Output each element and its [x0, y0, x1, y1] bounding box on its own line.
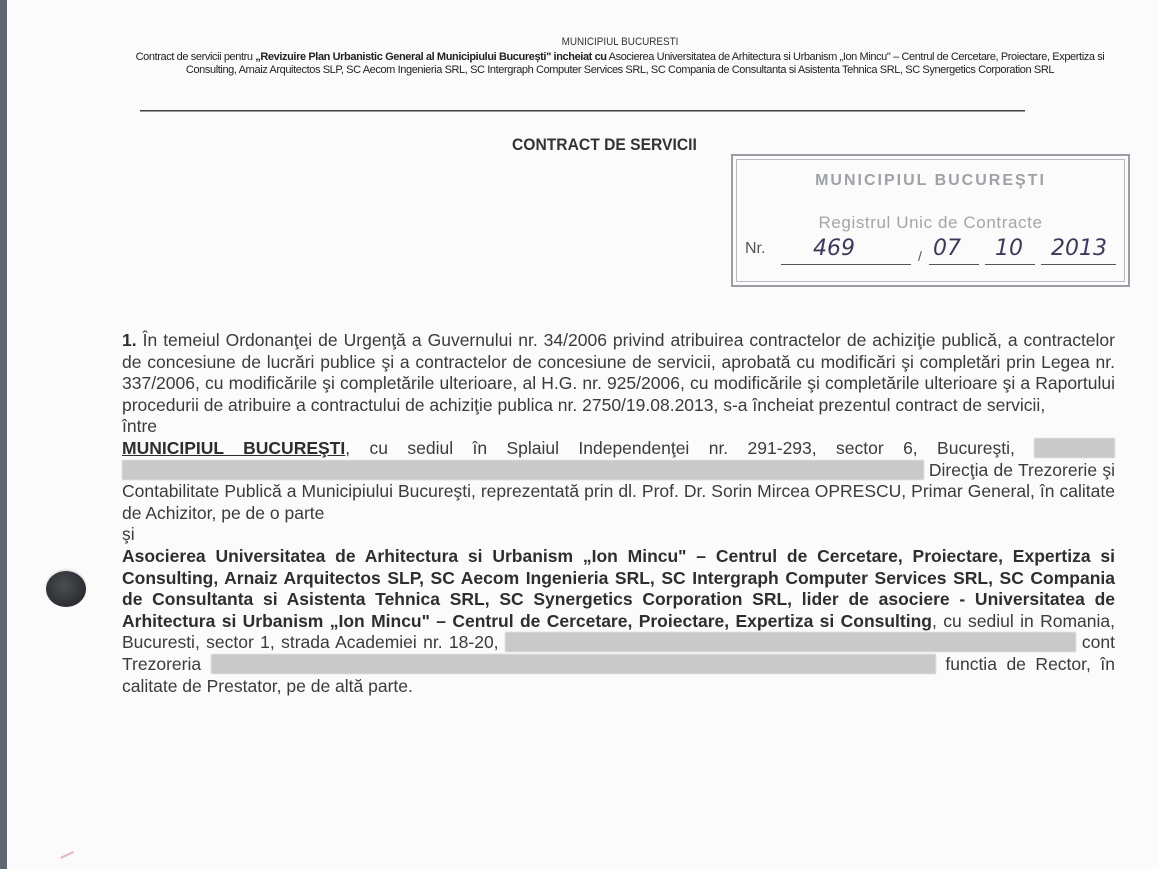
- clause-1: 1. În temeiul Ordonanţei de Urgenţă a Guvernului nr. 34/2006 privind atribuirea contractelor de achiziţie publică, a contractelor de concesiune de lucrări publice şi a contractelor de concesiune de servicii, aprobată cu modificări şi completări prin Legea nr. 337/2006, cu modificările şi completările ulterioare, al H.G. nr. 925/2006, cu modificările şi completările ulterioare şi a Raportului procedurii de atribuire a contractului de achiziţie publica nr. 2750/19.08.2013, s-a încheiat prezentul contract de servicii,: [122, 330, 1115, 415]
- ink-mark: [60, 851, 74, 859]
- contract-body: [122, 330, 1115, 697]
- document-header: [110, 36, 1130, 77]
- stamp-line: [781, 264, 911, 265]
- punch-hole: [46, 571, 86, 607]
- document-title: CONTRACT DE SERVICII: [512, 135, 697, 154]
- party-prestator: Asocierea Universitatea de Arhitectura si Urbanism „Ion Mincu" – Centrul de Cercetare, Proiectare, Expertiza si Consulting, Arnaiz Arquitectos SLP, SC Aecom Ingenieria SRL, SC Intergraph Computer Services SRL, SC Compania de Consultanta si Asistenta Tehnica SRL, SC Synergetics Corporation SRL, lider de asociere - Universitatea de Arhitectura si Urbanism „Ion Mincu" – Centrul de Cercetare, Proiectare, Expertiza si Consulting, cu sediul in Romania, Bucuresti, sector 1, strada Academiei nr. 18-20, cont Trezoreria functia de Rector, în calitate de Prestator, pe de altă parte.: [122, 545, 1115, 696]
- header-divider: [140, 110, 1025, 112]
- scan-edge: [0, 0, 7, 869]
- header-institution: MUNICIPIUL BUCURESTI: [561, 36, 679, 48]
- stamp-line: [929, 264, 979, 265]
- between-label: între: [122, 416, 158, 437]
- redacted-text: [211, 654, 936, 674]
- stamp-nr-label: Nr.: [745, 240, 766, 257]
- header-description: Contract de servicii pentru „Revizuire Plan Urbanistic General al Municipiului București" incheiat cu Asocierea Universitatea de Arhitectura si Urbanism „Ion Mincu" – Centrul de Cercetare, Proiectare, Expertiza si Consulting, Arnaiz Arquitectos SLP, SC Aecom Ingenieria SRL, SC Intergraph Computer Services SRL, SC Compania de Consultanta si Asistenta Tehnica SRL, SC Synergetics Corporation SRL: [135, 51, 1105, 76]
- and-label: şi: [122, 524, 135, 545]
- stamp-registry: Registrul Unic de Contracte: [818, 213, 1043, 232]
- stamp-separator: /: [918, 248, 922, 264]
- stamp-institution: MUNICIPIUL BUCUREŞTI: [815, 172, 1046, 189]
- stamp-month: 10: [995, 236, 1023, 261]
- party-achizitor: MUNICIPIUL BUCUREŞTI, cu sediul în Splaiul Independenţei nr. 291-293, sector 6, Bucureşti, Direcţia de Trezorerie şi Contabilitate Publică a Municipiului Bucureşti, reprezentată prin dl. Prof. Dr. Sorin Mircea OPRESCU, Primar General, în calitate de Achizitor, pe de o parte: [122, 437, 1115, 523]
- redacted-text: [505, 632, 1076, 652]
- stamp-line: [1041, 264, 1116, 265]
- stamp-number: 469: [813, 236, 855, 261]
- stamp-day: 07: [933, 236, 961, 261]
- stamp-line: [985, 264, 1035, 265]
- stamp-year: 2013: [1051, 236, 1107, 261]
- registry-stamp: [731, 154, 1130, 287]
